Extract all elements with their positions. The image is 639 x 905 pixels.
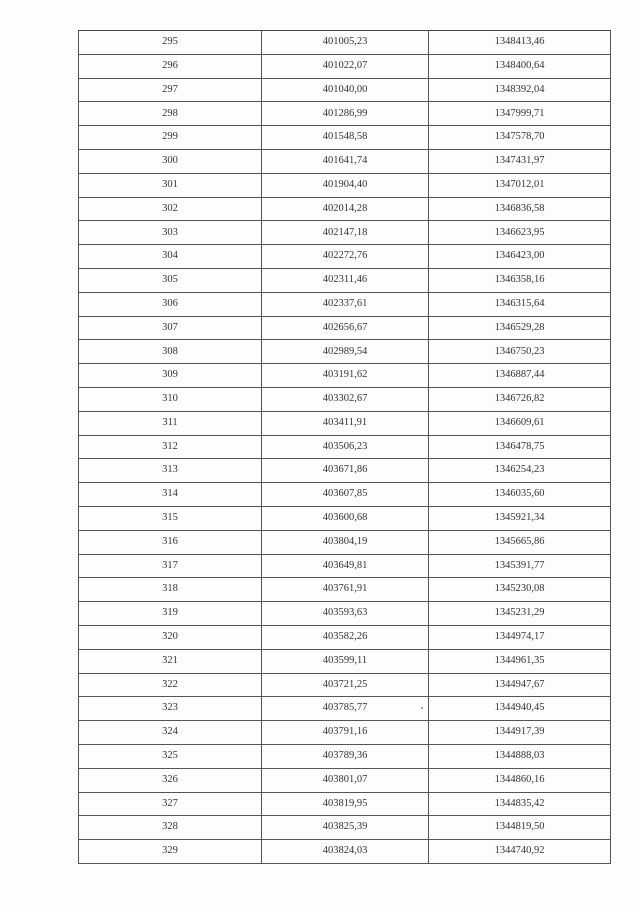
table-row (79, 364, 611, 388)
y-coordinate-cell: 1347578,70 (429, 126, 611, 150)
table-row (79, 673, 611, 697)
table-row (79, 173, 611, 197)
y-coordinate-cell: 1346836,58 (429, 197, 611, 221)
x-coordinate-cell: 403761,91 (262, 578, 429, 602)
table-row (79, 459, 611, 483)
point-number-cell: 314 (79, 483, 262, 507)
point-number-cell: 326 (79, 768, 262, 792)
table-row (79, 506, 611, 530)
x-coordinate-cell: 403819,95 (262, 792, 429, 816)
x-coordinate-cell: 403824,03 (262, 840, 429, 864)
x-coordinate-cell: 403791,16 (262, 721, 429, 745)
point-number-cell: 313 (79, 459, 262, 483)
point-number-cell: 302 (79, 197, 262, 221)
y-coordinate-cell: 1345230,08 (429, 578, 611, 602)
coordinates-table (78, 30, 611, 864)
point-number-cell: 318 (79, 578, 262, 602)
point-number-cell: 310 (79, 387, 262, 411)
table-row (79, 816, 611, 840)
point-number-cell: 315 (79, 506, 262, 530)
y-coordinate-cell: 1345231,29 (429, 602, 611, 626)
y-coordinate-cell: 1346609,61 (429, 411, 611, 435)
table-row (79, 340, 611, 364)
coordinates-table-body (79, 31, 611, 864)
y-coordinate-cell: 1344940,45 (429, 697, 611, 721)
table-row (79, 411, 611, 435)
table-row (79, 768, 611, 792)
table-row (79, 31, 611, 55)
point-number-cell: 325 (79, 744, 262, 768)
point-number-cell: 320 (79, 625, 262, 649)
table-row (79, 625, 611, 649)
y-coordinate-cell: 1346423,00 (429, 245, 611, 269)
point-number-cell: 329 (79, 840, 262, 864)
point-number-cell: 319 (79, 602, 262, 626)
y-coordinate-cell: 1344819,50 (429, 816, 611, 840)
point-number-cell: 328 (79, 816, 262, 840)
point-number-cell: 321 (79, 649, 262, 673)
point-number-cell: 309 (79, 364, 262, 388)
x-coordinate-cell: 402147,18 (262, 221, 429, 245)
point-number-cell: 324 (79, 721, 262, 745)
table-row (79, 126, 611, 150)
x-coordinate-cell: 403785,77 (262, 697, 429, 721)
table-row (79, 697, 611, 721)
x-coordinate-cell: 402311,46 (262, 268, 429, 292)
table-row (79, 483, 611, 507)
y-coordinate-cell: 1346750,23 (429, 340, 611, 364)
point-number-cell: 300 (79, 149, 262, 173)
point-number-cell: 327 (79, 792, 262, 816)
x-coordinate-cell: 403411,91 (262, 411, 429, 435)
point-number-cell: 322 (79, 673, 262, 697)
point-number-cell: 316 (79, 530, 262, 554)
x-coordinate-cell: 403671,86 (262, 459, 429, 483)
point-number-cell: 305 (79, 268, 262, 292)
y-coordinate-cell: 1346358,16 (429, 268, 611, 292)
table-row (79, 387, 611, 411)
x-coordinate-cell: 402656,67 (262, 316, 429, 340)
table-row (79, 744, 611, 768)
table-row (79, 221, 611, 245)
y-coordinate-cell: 1344961,35 (429, 649, 611, 673)
y-coordinate-cell: 1344974,17 (429, 625, 611, 649)
table-row (79, 197, 611, 221)
table-row (79, 792, 611, 816)
table-row (79, 602, 611, 626)
y-coordinate-cell: 1348400,64 (429, 54, 611, 78)
y-coordinate-cell: 1348392,04 (429, 78, 611, 102)
x-coordinate-cell: 403721,25 (262, 673, 429, 697)
point-number-cell: 317 (79, 554, 262, 578)
table-row (79, 721, 611, 745)
table-row (79, 554, 611, 578)
x-coordinate-cell: 403789,36 (262, 744, 429, 768)
x-coordinate-cell: 403649,81 (262, 554, 429, 578)
x-coordinate-cell: 401022,07 (262, 54, 429, 78)
x-coordinate-cell: 403607,85 (262, 483, 429, 507)
y-coordinate-cell: 1346726,82 (429, 387, 611, 411)
point-number-cell: 297 (79, 78, 262, 102)
y-coordinate-cell: 1346887,44 (429, 364, 611, 388)
x-coordinate-cell: 403804,19 (262, 530, 429, 554)
x-coordinate-cell: 401005,23 (262, 31, 429, 55)
x-coordinate-cell: 403600,68 (262, 506, 429, 530)
table-row (79, 54, 611, 78)
y-coordinate-cell: 1344917,39 (429, 721, 611, 745)
y-coordinate-cell: 1346315,64 (429, 292, 611, 316)
point-number-cell: 312 (79, 435, 262, 459)
y-coordinate-cell: 1344947,67 (429, 673, 611, 697)
y-coordinate-cell: 1347012,01 (429, 173, 611, 197)
x-coordinate-cell: 403582,26 (262, 625, 429, 649)
y-coordinate-cell: 1344860,16 (429, 768, 611, 792)
x-coordinate-cell: 402272,76 (262, 245, 429, 269)
y-coordinate-cell: 1344888,03 (429, 744, 611, 768)
y-coordinate-cell: 1346035,60 (429, 483, 611, 507)
table-row (79, 102, 611, 126)
point-number-cell: 311 (79, 411, 262, 435)
x-coordinate-cell: 401548,58 (262, 126, 429, 150)
y-coordinate-cell: 1344740,92 (429, 840, 611, 864)
y-coordinate-cell: 1347999,71 (429, 102, 611, 126)
point-number-cell: 308 (79, 340, 262, 364)
y-coordinate-cell: 1347431,97 (429, 149, 611, 173)
x-coordinate-cell: 402014,28 (262, 197, 429, 221)
point-number-cell: 303 (79, 221, 262, 245)
table-row (79, 292, 611, 316)
y-coordinate-cell: 1346529,28 (429, 316, 611, 340)
table-row (79, 840, 611, 864)
y-coordinate-cell: 1345391,77 (429, 554, 611, 578)
x-coordinate-cell: 401904,40 (262, 173, 429, 197)
x-coordinate-cell: 401286,99 (262, 102, 429, 126)
y-coordinate-cell: 1344835,42 (429, 792, 611, 816)
x-coordinate-cell: 402989,54 (262, 340, 429, 364)
x-coordinate-cell: 403801,07 (262, 768, 429, 792)
point-number-cell: 299 (79, 126, 262, 150)
y-coordinate-cell: 1346623,95 (429, 221, 611, 245)
point-number-cell: 306 (79, 292, 262, 316)
table-row (79, 530, 611, 554)
x-coordinate-cell: 403593,63 (262, 602, 429, 626)
point-number-cell: 301 (79, 173, 262, 197)
y-coordinate-cell: 1345665,86 (429, 530, 611, 554)
table-row (79, 268, 611, 292)
table-row (79, 149, 611, 173)
table-row (79, 578, 611, 602)
x-coordinate-cell: 403302,67 (262, 387, 429, 411)
y-coordinate-cell: 1346478,75 (429, 435, 611, 459)
x-coordinate-cell: 401040,00 (262, 78, 429, 102)
table-row (79, 245, 611, 269)
y-coordinate-cell: 1348413,46 (429, 31, 611, 55)
x-coordinate-cell: 403825,39 (262, 816, 429, 840)
x-coordinate-cell: 403599,11 (262, 649, 429, 673)
x-coordinate-cell: 403191,62 (262, 364, 429, 388)
table-row (79, 649, 611, 673)
point-number-cell: 295 (79, 31, 262, 55)
x-coordinate-cell: 401641,74 (262, 149, 429, 173)
table-row (79, 316, 611, 340)
x-coordinate-cell: 403506,23 (262, 435, 429, 459)
point-number-cell: 296 (79, 54, 262, 78)
point-number-cell: 307 (79, 316, 262, 340)
point-number-cell: 323 (79, 697, 262, 721)
point-number-cell: 304 (79, 245, 262, 269)
scan-speck (421, 707, 423, 709)
y-coordinate-cell: 1346254,23 (429, 459, 611, 483)
table-row (79, 78, 611, 102)
x-coordinate-cell: 402337,61 (262, 292, 429, 316)
table-row (79, 435, 611, 459)
y-coordinate-cell: 1345921,34 (429, 506, 611, 530)
point-number-cell: 298 (79, 102, 262, 126)
